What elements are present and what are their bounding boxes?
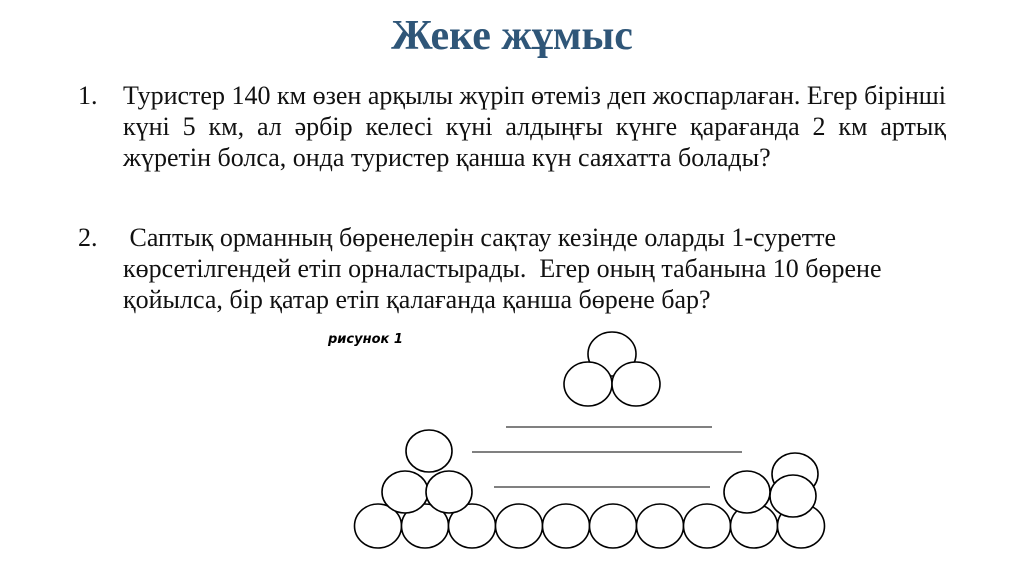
top-stack-log — [564, 362, 612, 406]
page-title: Жеке жұмыс — [391, 13, 633, 59]
figure-caption: рисунок 1 — [328, 332, 403, 347]
log-stack-figure — [328, 326, 850, 554]
task-2 — [78, 222, 946, 315]
task-2-text: Саптық орманның бөренелерін сақтау кезінде оларды 1-суретте көрсетілгендей етіп орналастырады. Егер оның табанына 10 бөрене қойылса, бір қатар етіп қалағанда қанша бөрене бар? — [123, 223, 888, 314]
base-log — [684, 504, 731, 548]
base-log — [543, 504, 590, 548]
task-1-text: Туристер 140 км өзен арқылы жүріп өтеміз деп жоспарлаған. Егер бірінші күні 5 км, ал әрбір келесі күні алдыңғы күнге қарағанда 2 км артық жүретін болса, онда туристер қанша күн саяхатта болады? — [123, 81, 946, 172]
left-stack-log — [406, 430, 452, 472]
task-1 — [78, 80, 946, 173]
task-1-number: 1. — [78, 81, 98, 110]
log-stack-drawing — [328, 326, 850, 554]
base-log — [496, 504, 543, 548]
task-2-number: 2. — [78, 223, 98, 252]
right-stack-log — [770, 475, 816, 517]
left-stack-log — [426, 471, 472, 513]
base-log — [637, 504, 684, 548]
right-stack-log — [724, 471, 770, 513]
base-log — [590, 504, 637, 548]
top-stack-log — [612, 362, 660, 406]
left-stack-log — [382, 471, 428, 513]
